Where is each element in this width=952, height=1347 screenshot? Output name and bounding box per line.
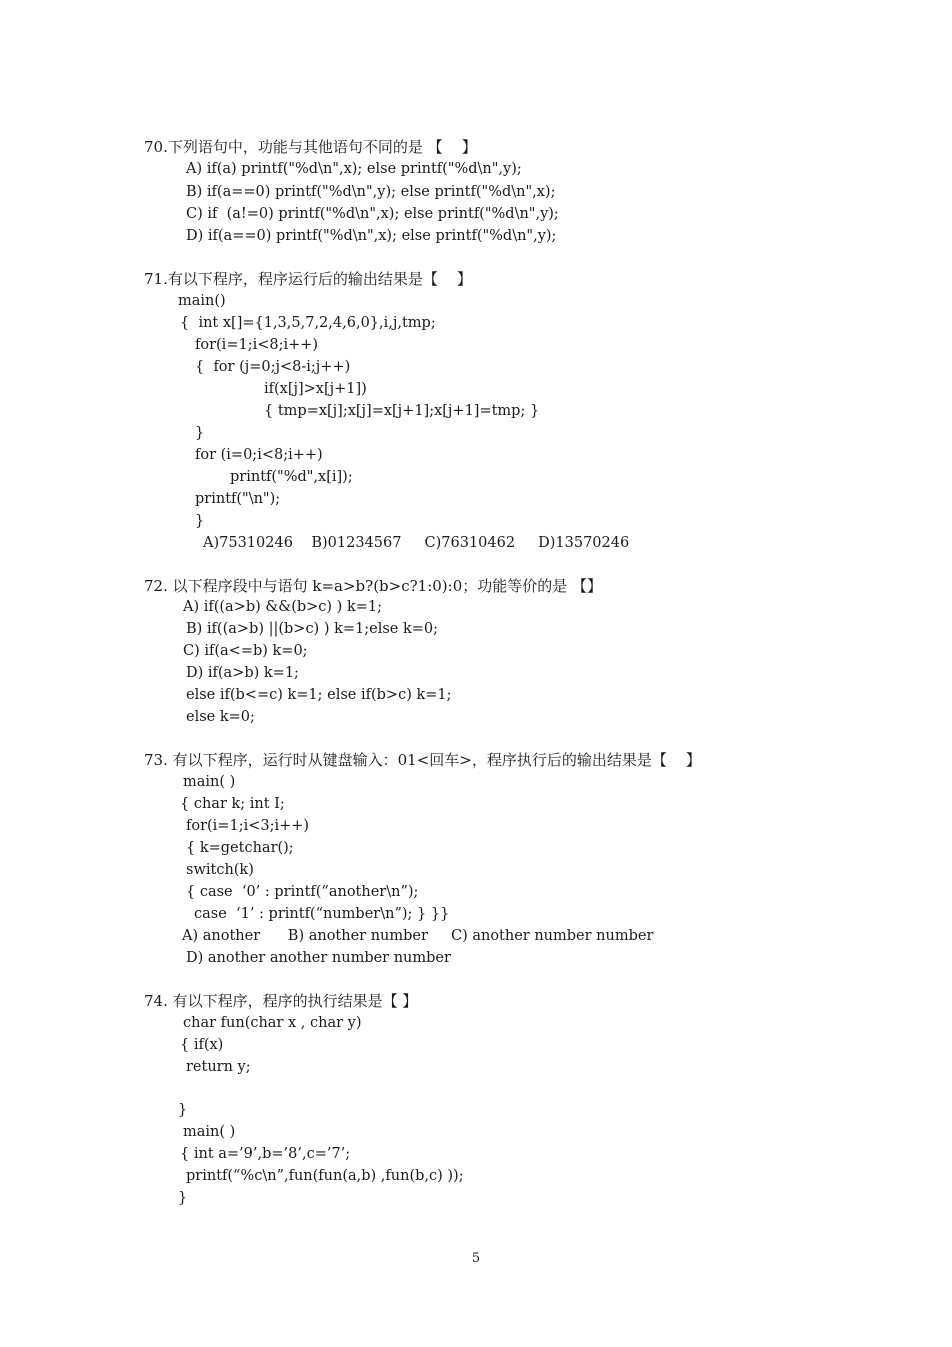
q71-options: A)75310246 B)01234567 C)76310462 D)13570246 bbox=[203, 535, 630, 551]
q73-code-line: for(i=1;i<3;i++) bbox=[186, 818, 310, 834]
q70-option-c: C) if (a!=0) printf("%d\n",x); else printf("%d\n",y); bbox=[186, 206, 559, 222]
q74-code-line: { int a=’9’,b=’8’,c=’7’; bbox=[180, 1146, 351, 1162]
q72-line: B) if((a>b) ||(b>c) ) k=1;else k=0; bbox=[186, 621, 439, 637]
q71-code-line: { for (j=0;j<8-i;j++) bbox=[195, 359, 351, 375]
q71-code-line: printf("\n"); bbox=[195, 491, 281, 507]
q74-code-line: } bbox=[178, 1190, 188, 1206]
q74-code-line: { if(x) bbox=[180, 1037, 224, 1053]
q73-code-line: { k=getchar(); bbox=[186, 840, 294, 856]
q74-code-line: main( ) bbox=[183, 1124, 236, 1140]
page-number: 5 bbox=[471, 1251, 481, 1266]
q70-option-b: B) if(a==0) printf("%d\n",y); else printf("%d\n",x); bbox=[186, 184, 556, 200]
q72-line: C) if(a<=b) k=0; bbox=[183, 643, 308, 659]
q74-code-line: printf(“%c\n”,fun(fun(a,b) ,fun(b,c) )); bbox=[186, 1168, 464, 1184]
q72-title: 72. 以下程序段中与语句 k=a>b?(b>c?1:0):0；功能等价的是 【】 bbox=[144, 577, 603, 595]
q71-code-line: } bbox=[195, 513, 205, 529]
q72-line: D) if(a>b) k=1; bbox=[186, 665, 299, 681]
q73-option-d: D) another another number number bbox=[186, 950, 451, 966]
q74-title: 74. 有以下程序，程序的执行结果是【 】 bbox=[144, 992, 418, 1010]
q70-option-a: A) if(a) printf("%d\n",x); else printf("%d\n",y); bbox=[186, 161, 522, 177]
q73-title: 73. 有以下程序，运行时从键盘输入：01<回车>，程序执行后的输出结果是【 】 bbox=[144, 751, 701, 769]
q71-code-line: { int x[]={1,3,5,7,2,4,6,0},i,j,tmp; bbox=[180, 315, 436, 331]
q73-options-abc: A) another B) another number C) another number number bbox=[182, 928, 654, 944]
q71-code-line: main() bbox=[178, 293, 226, 309]
q74-code-line: } bbox=[178, 1102, 188, 1118]
q71-title: 71.有以下程序，程序运行后的输出结果是【 】 bbox=[144, 270, 472, 288]
q70-option-d: D) if(a==0) printf("%d\n",x); else printf("%d\n",y); bbox=[186, 228, 557, 244]
q71-code-line: if(x[j]>x[j+1]) bbox=[264, 381, 367, 397]
q71-code-line: { tmp=x[j];x[j]=x[j+1];x[j+1]=tmp; } bbox=[264, 403, 540, 419]
q73-code-line: { case ‘0’ : printf(“another\n”); bbox=[186, 884, 419, 900]
q74-code-line: return y; bbox=[186, 1059, 251, 1075]
q70-title: 70.下列语句中，功能与其他语句不同的是 【 】 bbox=[144, 138, 477, 156]
q74-code-line: char fun(char x , char y) bbox=[183, 1015, 362, 1031]
q73-code-line: { char k; int I; bbox=[180, 796, 285, 812]
q72-line: A) if((a>b) &&(b>c) ) k=1; bbox=[183, 599, 382, 615]
q73-code-line: case ‘1’ : printf(“number\n”); } }} bbox=[194, 906, 450, 922]
q71-code-line: for (i=0;i<8;i++) bbox=[195, 447, 323, 463]
q72-line: else k=0; bbox=[186, 709, 255, 725]
q71-code-line: for(i=1;i<8;i++) bbox=[195, 337, 319, 353]
q72-line: else if(b<=c) k=1; else if(b>c) k=1; bbox=[186, 687, 452, 703]
q73-code-line: main( ) bbox=[183, 774, 236, 790]
q71-code-line: } bbox=[195, 425, 205, 441]
q71-code-line: printf("%d",x[i]); bbox=[230, 469, 353, 485]
q73-code-line: switch(k) bbox=[186, 862, 254, 878]
